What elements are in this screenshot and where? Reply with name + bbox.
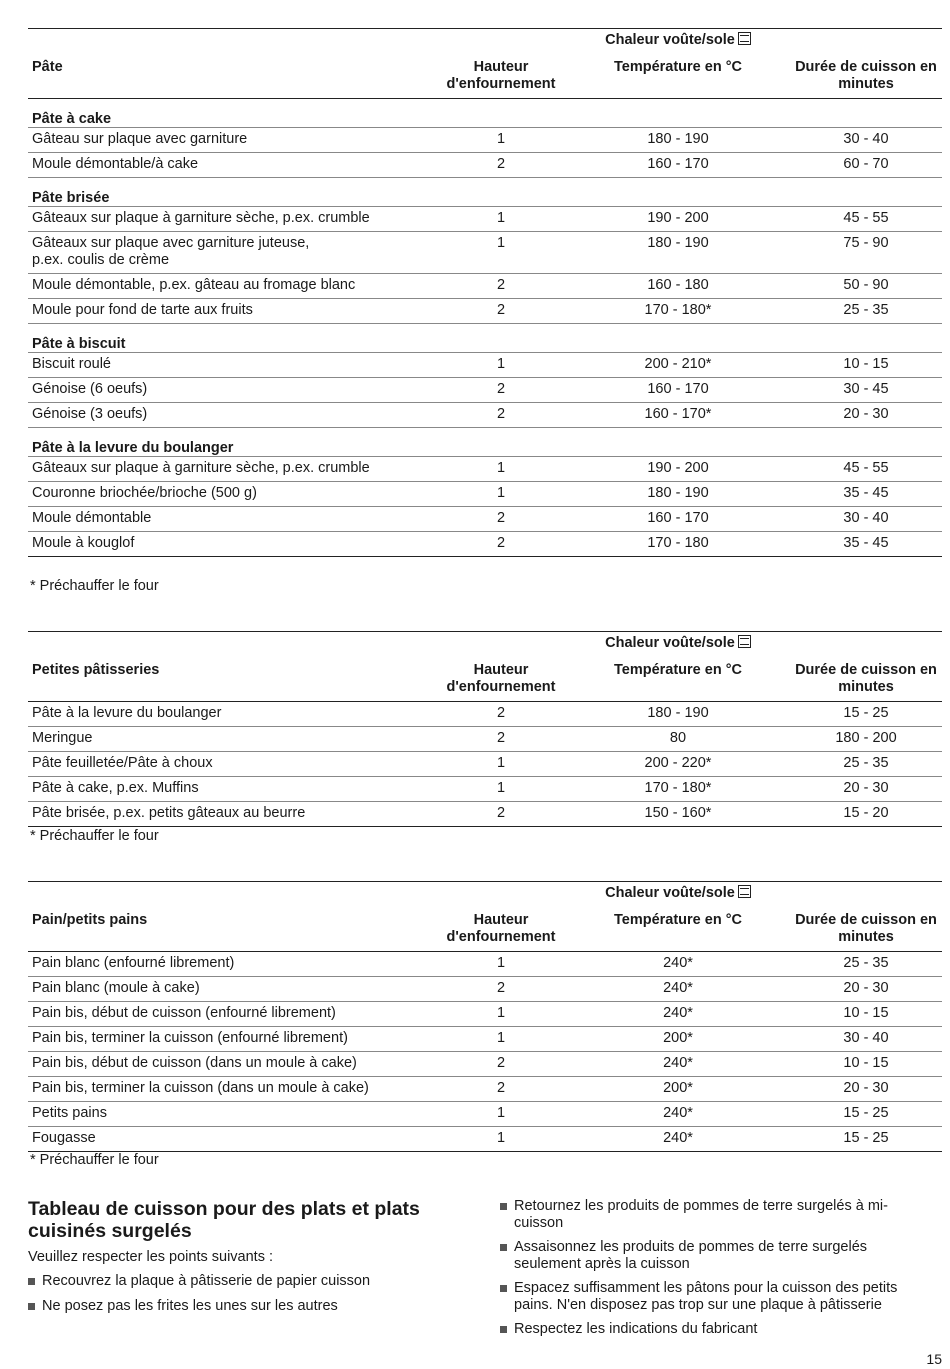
bullet-item [500, 1198, 936, 1231]
col-header-height: Hauteur d'enfournement [436, 909, 566, 952]
square-bullet-icon [28, 1278, 35, 1285]
dish-cell: Couronne briochée/brioche (500 g) [28, 482, 436, 507]
table-row [28, 378, 942, 403]
bullet-item [28, 1298, 468, 1315]
temperature-cell: 160 - 180 [566, 274, 790, 299]
temperature-cell: 150 - 160* [566, 802, 790, 827]
dish-cell: Petits pains [28, 1102, 436, 1127]
time-cell: 35 - 45 [790, 532, 942, 557]
header-spacer [28, 632, 436, 660]
level-cell: 1 [436, 752, 566, 777]
level-cell: 1 [436, 952, 566, 977]
footnote-preheat: * Préchauffer le four [30, 828, 159, 844]
dish-cell: Pain bis, terminer la cuisson (dans un moule à cake) [28, 1077, 436, 1102]
temperature-cell: 240* [566, 1102, 790, 1127]
dish-cell: Gâteaux sur plaque à garniture sèche, p.ex. crumble [28, 207, 436, 232]
level-cell: 2 [436, 727, 566, 752]
footnote-preheat: * Préchauffer le four [30, 578, 159, 594]
bullet-item [500, 1280, 936, 1313]
group-header-row [28, 99, 942, 128]
time-cell: 45 - 55 [790, 207, 942, 232]
temperature-cell: 200 - 220* [566, 752, 790, 777]
bullet-item [500, 1321, 936, 1338]
column-header-row [28, 909, 942, 952]
temperature-cell: 190 - 200 [566, 457, 790, 482]
baking-table-bread [28, 881, 942, 1152]
temperature-cell: 240* [566, 977, 790, 1002]
dish-cell: Meringue [28, 727, 436, 752]
dish-cell: Gâteaux sur plaque à garniture sèche, p.ex. crumble [28, 457, 436, 482]
level-cell: 2 [436, 153, 566, 178]
table-row [28, 128, 942, 153]
temperature-cell: 80 [566, 727, 790, 752]
dish-cell: Pâte à la levure du boulanger [28, 702, 436, 727]
table-row [28, 952, 942, 977]
header-spacer [436, 29, 566, 57]
baking-table-dough [28, 28, 942, 557]
temperature-cell: 190 - 200 [566, 207, 790, 232]
level-cell: 1 [436, 1127, 566, 1152]
table-row [28, 532, 942, 557]
col-header-temperature: Température en °C [566, 659, 790, 702]
top-bottom-heat-icon [738, 885, 751, 898]
heating-mode-label [566, 29, 790, 57]
square-bullet-icon [500, 1244, 507, 1251]
group-title: Pâte brisée [28, 178, 942, 207]
table-row [28, 802, 942, 827]
time-cell: 10 - 15 [790, 1052, 942, 1077]
table-row [28, 299, 942, 324]
level-cell: 2 [436, 507, 566, 532]
level-cell: 1 [436, 1027, 566, 1052]
time-cell: 20 - 30 [790, 777, 942, 802]
header-spacer [436, 882, 566, 910]
table-row [28, 507, 942, 532]
time-cell: 180 - 200 [790, 727, 942, 752]
bullet-text: Assaisonnez les produits de pommes de terre surgelés seulement après la cuisson [514, 1239, 868, 1272]
table-row [28, 403, 942, 428]
dish-cell: Moule à kouglof [28, 532, 436, 557]
col-header-height: Hauteur d'enfournement [436, 659, 566, 702]
table-row [28, 777, 942, 802]
temperature-cell: 160 - 170 [566, 378, 790, 403]
time-cell: 30 - 40 [790, 128, 942, 153]
temperature-cell: 170 - 180* [566, 299, 790, 324]
section-intro: Veuillez respecter les points suivants : [28, 1249, 274, 1265]
temperature-cell: 180 - 190 [566, 702, 790, 727]
dish-cell: Pâte à cake, p.ex. Muffins [28, 777, 436, 802]
level-cell: 1 [436, 207, 566, 232]
time-cell: 10 - 15 [790, 353, 942, 378]
table-row [28, 1077, 942, 1102]
col-header-height: Hauteur d'enfournement [436, 56, 566, 99]
table-row [28, 1127, 942, 1152]
heating-mode-text: Chaleur voûte/sole [605, 32, 735, 48]
col-header-time: Durée de cuisson en minutes [790, 909, 942, 952]
time-cell: 35 - 45 [790, 482, 942, 507]
temperature-cell: 160 - 170 [566, 153, 790, 178]
dish-cell: Biscuit roulé [28, 353, 436, 378]
bullet-text: Espacez suffisamment les pâtons pour la cuisson des petits pains. N'en disposez pas trop sur une plaque à pâtisserie [514, 1280, 898, 1313]
level-cell: 1 [436, 232, 566, 274]
square-bullet-icon [500, 1285, 507, 1292]
temperature-cell: 160 - 170 [566, 507, 790, 532]
dish-cell: Gâteau sur plaque avec garniture [28, 128, 436, 153]
time-cell: 30 - 45 [790, 378, 942, 403]
level-cell: 2 [436, 977, 566, 1002]
heating-mode-text: Chaleur voûte/sole [605, 885, 735, 901]
temperature-cell: 240* [566, 952, 790, 977]
dish-cell: Pain blanc (moule à cake) [28, 977, 436, 1002]
dish-cell: Moule démontable [28, 507, 436, 532]
header-spacer [790, 29, 942, 57]
bullet-item [500, 1239, 936, 1272]
dish-cell: Moule pour fond de tarte aux fruits [28, 299, 436, 324]
dish-cell: Fougasse [28, 1127, 436, 1152]
temperature-cell: 200* [566, 1077, 790, 1102]
time-cell: 15 - 25 [790, 702, 942, 727]
bullet-list-left [28, 1273, 468, 1322]
temperature-cell: 180 - 190 [566, 482, 790, 507]
bullet-item [28, 1273, 468, 1290]
col-header-temperature: Température en °C [566, 909, 790, 952]
temperature-cell: 170 - 180* [566, 777, 790, 802]
group-header-row [28, 428, 942, 457]
level-cell: 1 [436, 457, 566, 482]
table-row [28, 482, 942, 507]
time-cell: 45 - 55 [790, 457, 942, 482]
dish-cell: Pain bis, début de cuisson (dans un moule à cake) [28, 1052, 436, 1077]
time-cell: 20 - 30 [790, 1077, 942, 1102]
table-title: Petites pâtisseries [28, 659, 436, 702]
level-cell: 1 [436, 128, 566, 153]
time-cell: 15 - 25 [790, 1102, 942, 1127]
dish-cell: Génoise (6 oeufs) [28, 378, 436, 403]
table-row [28, 1052, 942, 1077]
time-cell: 25 - 35 [790, 952, 942, 977]
level-cell: 2 [436, 802, 566, 827]
time-cell: 25 - 35 [790, 752, 942, 777]
dish-cell: Pain bis, début de cuisson (enfourné librement) [28, 1002, 436, 1027]
heating-mode-label [566, 882, 790, 910]
page-number: 15 [926, 1351, 942, 1367]
bullet-text: Recouvrez la plaque à pâtisserie de papier cuisson [42, 1273, 371, 1289]
group-header-row [28, 178, 942, 207]
time-cell: 50 - 90 [790, 274, 942, 299]
footnote-preheat: * Préchauffer le four [30, 1152, 159, 1168]
table-row [28, 153, 942, 178]
col-header-temperature: Température en °C [566, 56, 790, 99]
level-cell: 1 [436, 777, 566, 802]
dish-cell: Pâte brisée, p.ex. petits gâteaux au beurre [28, 802, 436, 827]
temperature-cell: 180 - 190 [566, 232, 790, 274]
table-row [28, 207, 942, 232]
temperature-cell: 240* [566, 1002, 790, 1027]
time-cell: 25 - 35 [790, 299, 942, 324]
dish-cell: Pain bis, terminer la cuisson (enfourné librement) [28, 1027, 436, 1052]
time-cell: 60 - 70 [790, 153, 942, 178]
dish-cell: Génoise (3 oeufs) [28, 403, 436, 428]
header-spacer [28, 29, 436, 57]
dish-cell: Moule démontable, p.ex. gâteau au fromage blanc [28, 274, 436, 299]
table-row [28, 1027, 942, 1052]
table-row [28, 353, 942, 378]
level-cell: 1 [436, 353, 566, 378]
group-title: Pâte à cake [28, 99, 942, 128]
mode-header-row [28, 29, 942, 57]
level-cell: 1 [436, 482, 566, 507]
section-title: Tableau de cuisson pour des plats et plats cuisinés surgelés [28, 1198, 420, 1242]
time-cell: 30 - 40 [790, 507, 942, 532]
level-cell: 2 [436, 403, 566, 428]
table-row [28, 752, 942, 777]
group-title: Pâte à biscuit [28, 324, 942, 353]
baking-table-small-pastries [28, 631, 942, 827]
level-cell: 2 [436, 299, 566, 324]
dish-cell: Pain blanc (enfourné librement) [28, 952, 436, 977]
header-spacer [28, 882, 436, 910]
square-bullet-icon [500, 1326, 507, 1333]
table-row [28, 1102, 942, 1127]
time-cell: 15 - 20 [790, 802, 942, 827]
column-header-row [28, 659, 942, 702]
bullet-text: Respectez les indications du fabricant [514, 1321, 758, 1337]
temperature-cell: 200* [566, 1027, 790, 1052]
dish-cell: Pâte feuilletée/Pâte à choux [28, 752, 436, 777]
header-spacer [790, 882, 942, 910]
temperature-cell: 200 - 210* [566, 353, 790, 378]
level-cell: 2 [436, 1077, 566, 1102]
column-header-row [28, 56, 942, 99]
time-cell: 75 - 90 [790, 232, 942, 274]
level-cell: 2 [436, 378, 566, 403]
table-row [28, 1002, 942, 1027]
table-title: Pâte [28, 56, 436, 99]
top-bottom-heat-icon [738, 32, 751, 45]
temperature-cell: 240* [566, 1127, 790, 1152]
table-row [28, 702, 942, 727]
table-row [28, 457, 942, 482]
table-row [28, 232, 942, 274]
top-bottom-heat-icon [738, 635, 751, 648]
square-bullet-icon [500, 1203, 507, 1210]
level-cell: 1 [436, 1002, 566, 1027]
dish-cell: Moule démontable/à cake [28, 153, 436, 178]
col-header-time: Durée de cuisson en minutes [790, 659, 942, 702]
bullet-text: Ne posez pas les frites les unes sur les autres [42, 1297, 338, 1314]
heating-mode-label [566, 632, 790, 660]
dish-cell: Gâteaux sur plaque avec garniture juteuse, p.ex. coulis de crème [28, 232, 436, 274]
temperature-cell: 240* [566, 1052, 790, 1077]
level-cell: 2 [436, 702, 566, 727]
level-cell: 2 [436, 532, 566, 557]
table-row [28, 727, 942, 752]
table-row [28, 274, 942, 299]
col-header-time: Durée de cuisson en minutes [790, 56, 942, 99]
temperature-cell: 160 - 170* [566, 403, 790, 428]
square-bullet-icon [28, 1303, 35, 1310]
mode-header-row [28, 882, 942, 910]
temperature-cell: 170 - 180 [566, 532, 790, 557]
temperature-cell: 180 - 190 [566, 128, 790, 153]
time-cell: 30 - 40 [790, 1027, 942, 1052]
level-cell: 2 [436, 1052, 566, 1077]
bullet-list-right [500, 1198, 936, 1346]
heating-mode-text: Chaleur voûte/sole [605, 635, 735, 651]
mode-header-row [28, 632, 942, 660]
time-cell: 15 - 25 [790, 1127, 942, 1152]
table-row [28, 977, 942, 1002]
header-spacer [790, 632, 942, 660]
group-header-row [28, 324, 942, 353]
time-cell: 10 - 15 [790, 1002, 942, 1027]
bullet-text: Retournez les produits de pommes de terre surgelés à mi-cuisson [514, 1198, 888, 1231]
level-cell: 2 [436, 274, 566, 299]
time-cell: 20 - 30 [790, 977, 942, 1002]
group-title: Pâte à la levure du boulanger [28, 428, 942, 457]
header-spacer [436, 632, 566, 660]
time-cell: 20 - 30 [790, 403, 942, 428]
level-cell: 1 [436, 1102, 566, 1127]
table-title: Pain/petits pains [28, 909, 436, 952]
